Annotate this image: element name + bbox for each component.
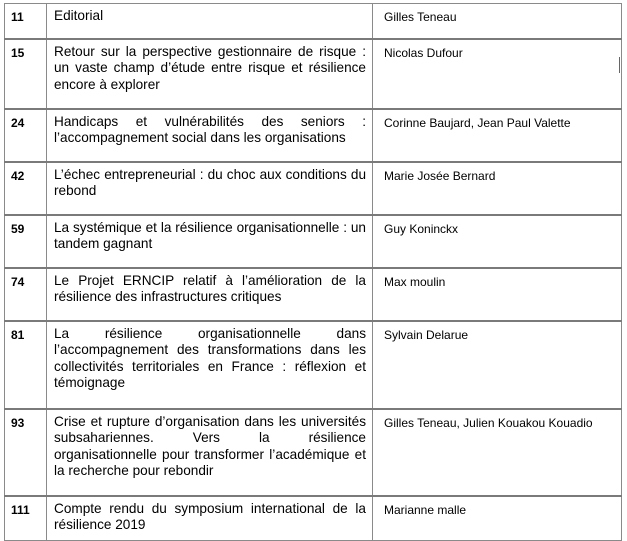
toc-row [5,409,622,496]
article-authors: Corinne Baujard, Jean Paul Valette [373,109,622,162]
page-number: 93 [5,409,47,496]
article-authors: Marianne malle [373,496,622,541]
toc-row [5,4,622,39]
table-of-contents [4,3,622,541]
article-authors: Gilles Teneau [373,4,622,39]
toc-row [5,321,622,409]
article-authors: Max moulin [373,268,622,321]
article-authors: Gilles Teneau, Julien Kouakou Kouadio [373,409,622,496]
article-title: Retour sur la perspective gestionnaire de risque : un vaste champ d’étude entre risque et résilience encore à explorer [47,39,373,109]
page-number: 15 [5,39,47,109]
article-title: Compte rendu du symposium international de la résilience 2019 [47,496,373,541]
article-title: L’échec entrepreneurial : du choc aux conditions du rebond [47,162,373,215]
toc-row [5,215,622,268]
article-authors: Nicolas Dufour [373,39,622,109]
article-title: Handicaps et vulnérabilités des seniors : l’accompagnement social dans les organisations [47,109,373,162]
toc-row [5,496,622,541]
article-title: Editorial [47,4,373,39]
article-authors: Guy Koninckx [373,215,622,268]
page-number: 81 [5,321,47,409]
toc-row [5,162,622,215]
page-number: 59 [5,215,47,268]
toc-row [5,268,622,321]
page-number: 74 [5,268,47,321]
article-authors: Marie Josée Bernard [373,162,622,215]
page-number: 42 [5,162,47,215]
page-number: 111 [5,496,47,541]
article-title: La systémique et la résilience organisationnelle : un tandem gagnant [47,215,373,268]
text-cursor [619,57,620,73]
article-title: Crise et rupture d’organisation dans les universités subsahariennes. Vers la résilience organisationnelle pour transformer l’académique et la recherche pour rebondir [47,409,373,496]
article-title: Le Projet ERNCIP relatif à l’amélioration de la résilience des infrastructures critiques [47,268,373,321]
page-number: 11 [5,4,47,39]
toc-row [5,109,622,162]
article-title: La résilience organisationnelle dans l’accompagnement des transformations dans les collectivités territoriales en France : réflexion et témoignage [47,321,373,409]
article-authors: Sylvain Delarue [373,321,622,409]
toc-row [5,39,622,109]
page-number: 24 [5,109,47,162]
